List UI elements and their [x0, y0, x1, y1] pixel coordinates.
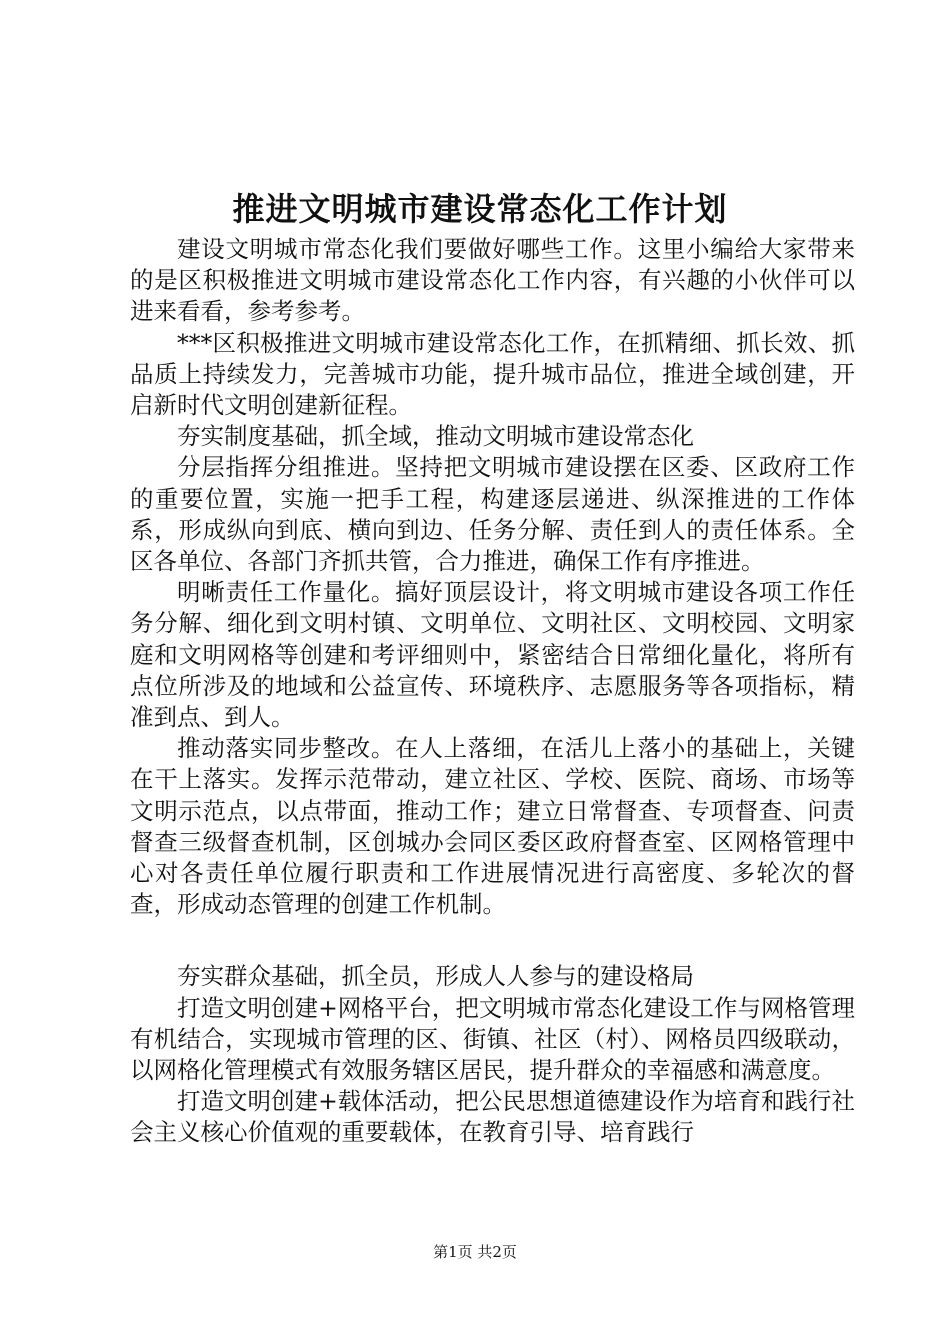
paragraph-command: 分层指挥分组推进。坚持把文明城市建设摆在区委、区政府工作的重要位置，实施一把手工程，构建逐层递进、纵深推进的工作体系，形成纵向到底、横向到边、任务分解、责任到人的责任体系。全区各单位、各部门齐抓共管，合力推进，确保工作有序推进。 [130, 453, 855, 576]
section-heading-public: 夯实群众基础，抓全员，形成人人参与的建设格局 [177, 962, 694, 991]
document-title: 推进文明城市建设常态化工作计划 [232, 190, 728, 228]
paragraph-implementation: 推动落实同步整改。在人上落细，在活儿上落小的基础上，关键在干上落实。发挥示范带动，建立社区、学校、医院、商场、市场等文明示范点，以点带面，推动工作；建立日常督查、专项督查、问责督查三级督查机制，区创城办会同区委区政府督查室、区网格管理中心对各责任单位履行职责和工作进展情况进行高密度、多轮次的督查，形成动态管理的创建工作机制。 [130, 734, 855, 919]
paragraph-overview: ***区积极推进文明城市建设常态化工作，在抓精细、抓长效、抓品质上持续发力，完善城市功能，提升城市品位，推进全域创建，开启新时代文明创建新征程。 [130, 328, 855, 420]
paragraph-grid-platform: 打造文明创建+网格平台，把文明城市常态化建设工作与网格管理有机结合，实现城市管理的区、街镇、社区（村）、网格员四级联动，以网格化管理模式有效服务辖区居民，提升群众的幸福感和满意度。 [130, 993, 855, 1085]
page-indicator: 第1页 共2页 [433, 1243, 517, 1261]
paragraph-responsibility: 明晰责任工作量化。搞好顶层设计，将文明城市建设各项工作任务分解、细化到文明村镇、文明单位、文明社区、文明校园、文明家庭和文明网格等创建和考评细则中，紧密结合日常细化量化，将所有点位所涉及的地域和公益宣传、环境秩序、志愿服务等各项指标，精准到点、到人。 [130, 578, 855, 732]
section-heading-system: 夯实制度基础，抓全域，推动文明城市建设常态化 [177, 422, 694, 451]
paragraph-activities: 打造文明创建+载体活动，把公民思想道德建设作为培育和践行社会主义核心价值观的重要载体，在教育引导、培育践行 [130, 1087, 855, 1147]
paragraph-gap [130, 920, 855, 961]
paragraph-intro: 建设文明城市常态化我们要做好哪些工作。这里小编给大家带来的是区积极推进文明城市建设常态化工作内容，有兴趣的小伙伴可以进来看看，参考参考。 [130, 235, 855, 326]
document-body [130, 234, 855, 1149]
